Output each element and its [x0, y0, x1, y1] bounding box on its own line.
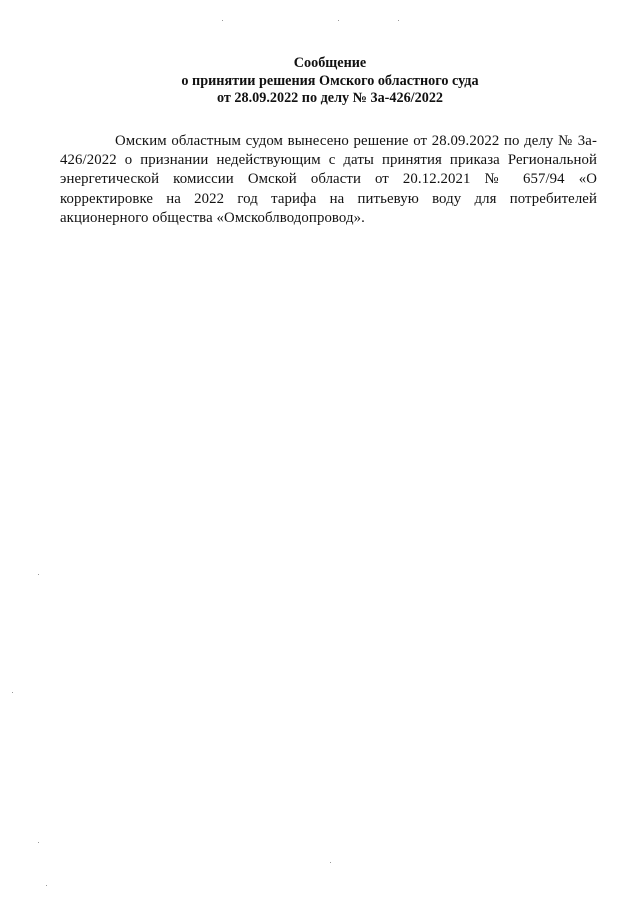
scan-speck: [398, 20, 399, 21]
scan-speck: [222, 20, 223, 21]
document-title: [60, 55, 600, 108]
body-line-1: Омским областным судом вынесено решение от 28.09.2022 по делу № 3а-: [115, 133, 597, 149]
scan-speck: [46, 885, 47, 886]
title-line-2: о принятии решения Омского областного суда: [181, 72, 479, 89]
scan-speck: [38, 574, 39, 575]
scan-speck: [330, 862, 331, 863]
scan-speck: [338, 20, 339, 21]
title-line-3: от 28.09.2022 по делу № 3а-426/2022: [216, 90, 444, 106]
scan-speck: [38, 842, 39, 843]
body-line-5: акционерного общества «Омскоблводопровод».: [60, 209, 365, 226]
body-line-3: энергетической комиссии Омской области от 20.12.2021 № 657/94 «О: [60, 171, 597, 188]
body-line-2: 426/2022 о признании недействующим с даты принятия приказа Региональной: [60, 152, 597, 169]
scan-speck: [12, 692, 13, 693]
body-line-4: корректировке на 2022 год тарифа на питьевую воду для потребителей: [60, 190, 597, 207]
title-line-1: Сообщение: [293, 55, 367, 71]
document-body-paragraph: [60, 132, 597, 228]
